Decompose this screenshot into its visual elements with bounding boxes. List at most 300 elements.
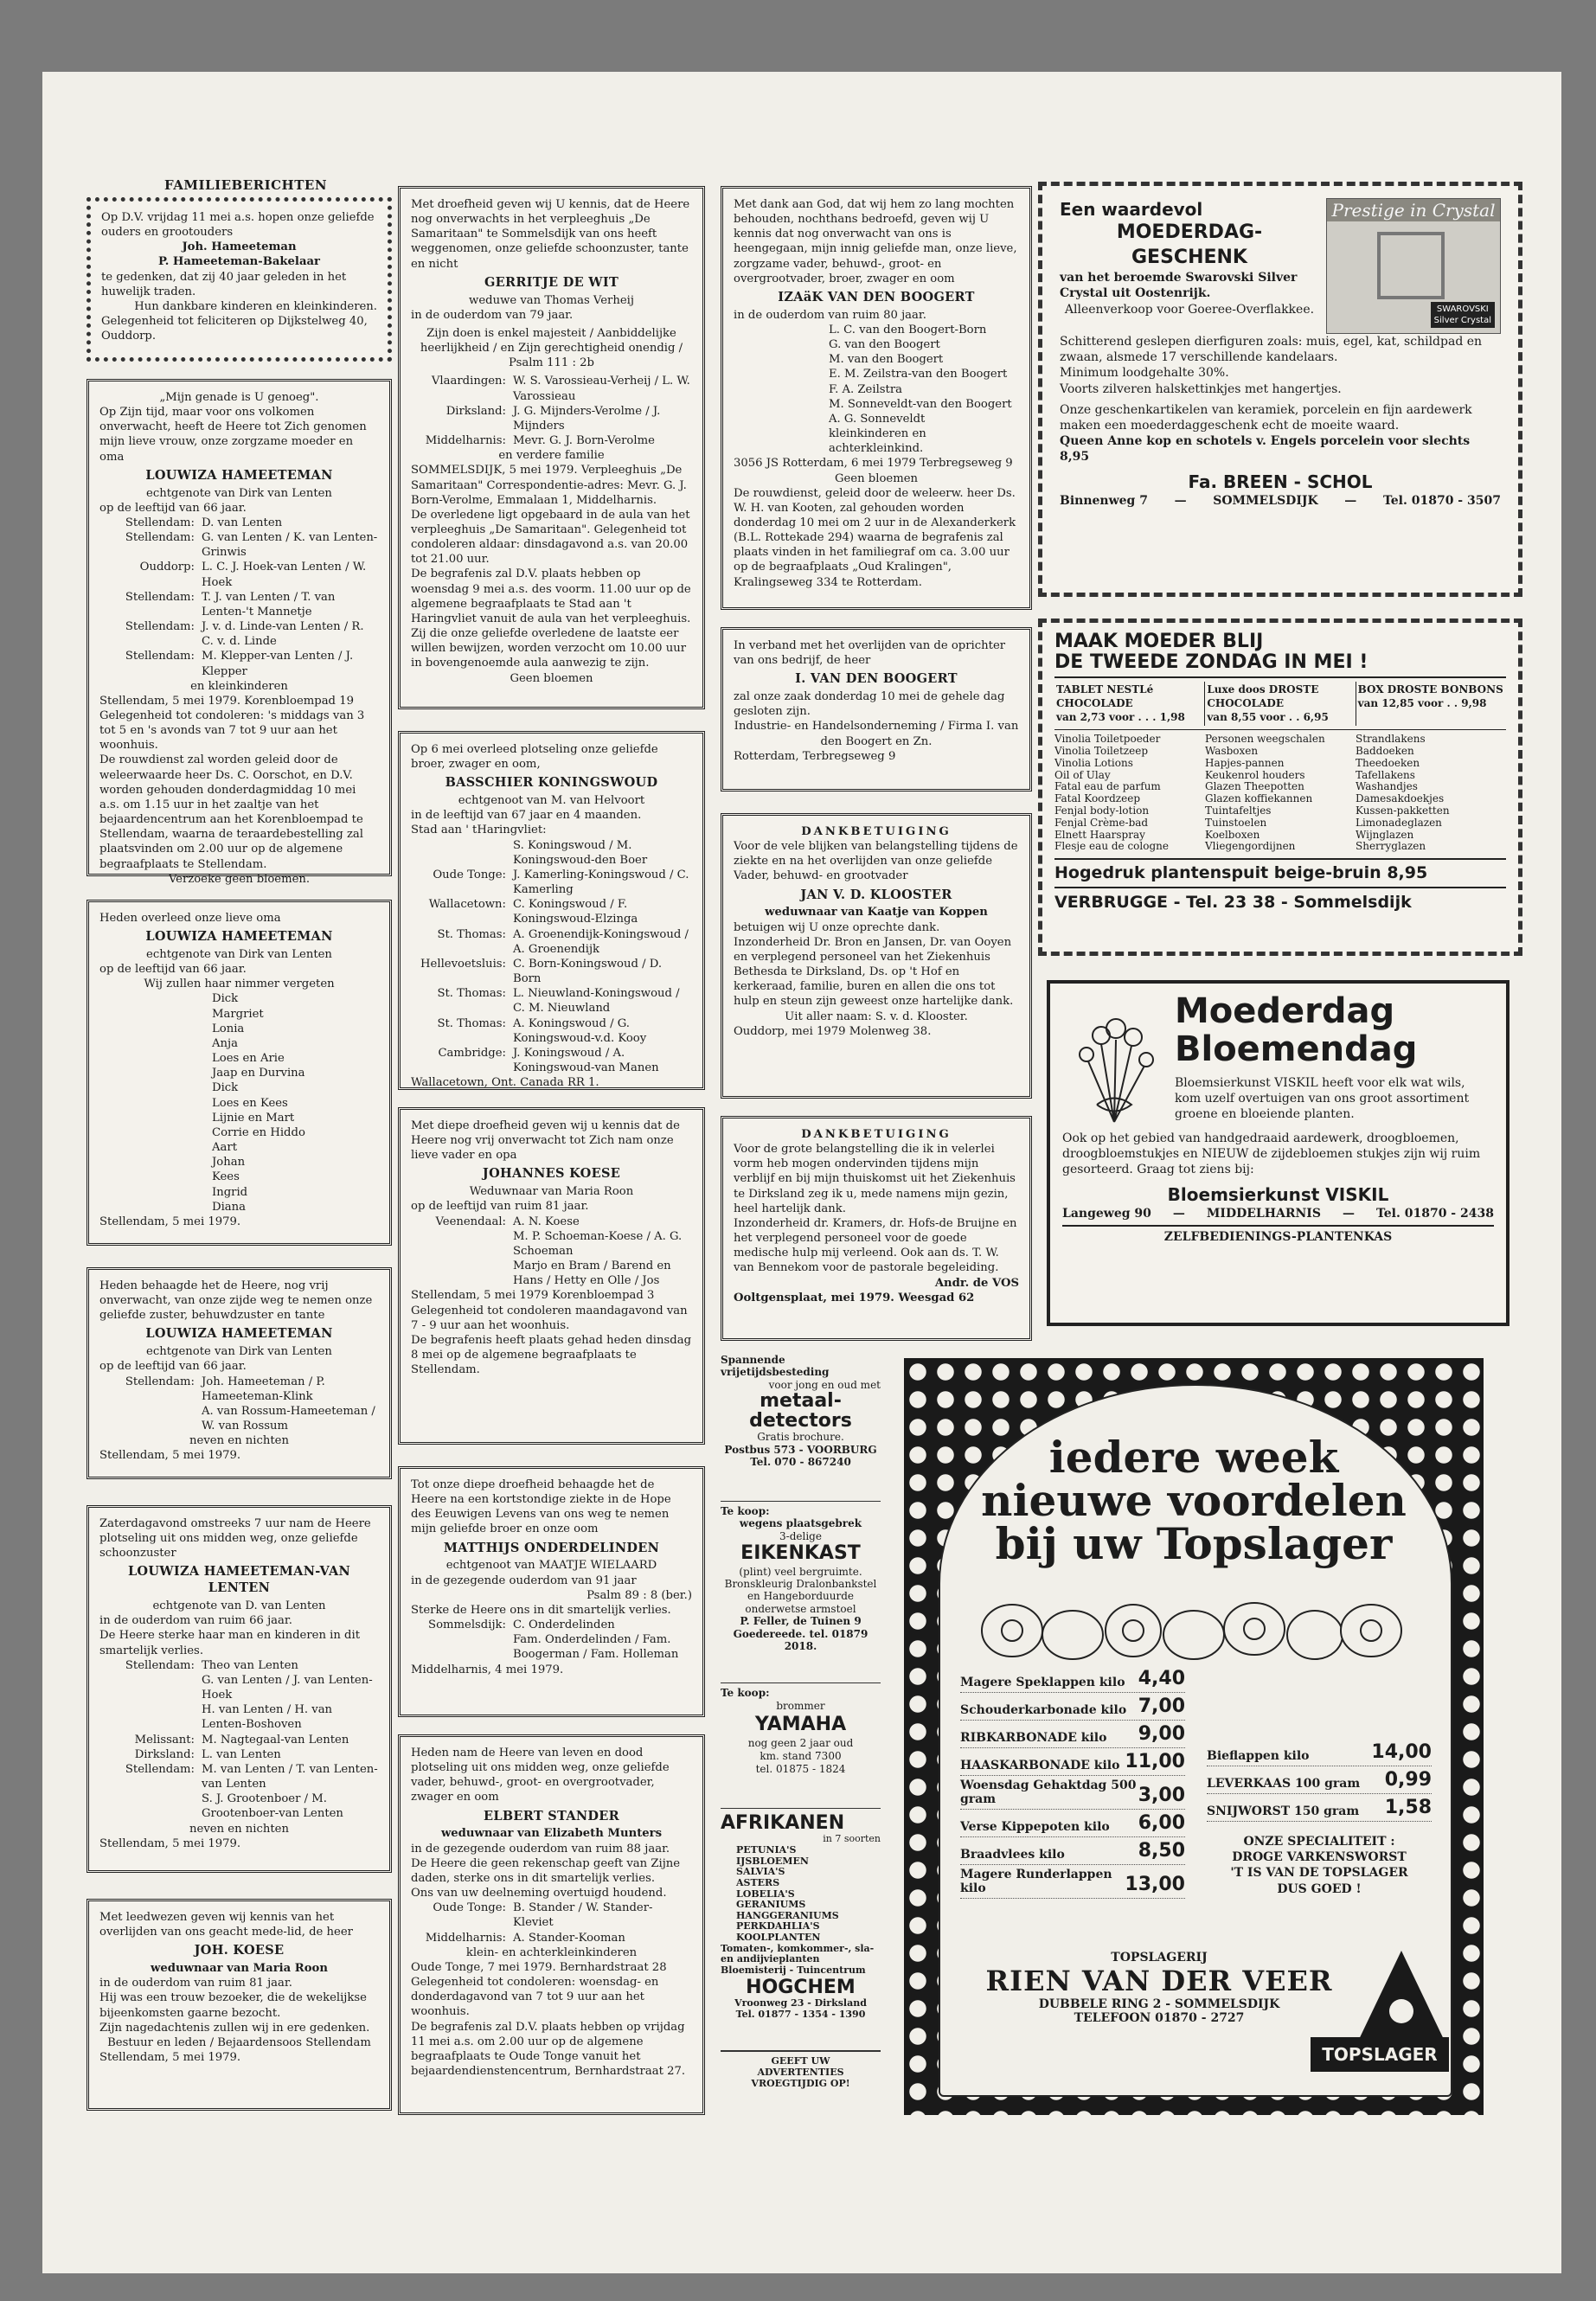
ad-text: Ook op het gebied van handgedraaid aardewerk, droogbloemen, droogbloemstukjes en NIEUW de zijdebloemen stukjes zijn wij ruim gesorteerd. Graag tot ziens bij: [1062,1131,1481,1177]
relative: en verdere familie [498,449,605,463]
notice-text: Op D.V. vrijdag 11 mei a.s. hopen onze geliefde ouders en grootouders [101,211,375,240]
ad-text: DROGE VARKENSWORST [1232,1850,1407,1865]
product-price: 14,00 [1371,1741,1432,1763]
ad-cupboard [721,1501,881,1674]
product-price: 4,40 [1138,1668,1185,1689]
notice-text: De Heere die geen rekenschap geeft van Zijne daden, sterke ons in dit smartelijk verlies. [411,1856,681,1885]
place-date: Stellendam, 5 mei 1979. [99,1836,241,1850]
list-item: Strandlakens [1356,733,1426,746]
shop-address [1062,1206,1494,1221]
quote: „Mijn genade is U genoeg". [159,391,319,404]
place: Stellendam: [125,620,195,634]
section-title: FAMILIEBERICHTEN [164,177,328,193]
relative: L. C. J. Hoek-van Lenten / W. Hoek [202,561,367,589]
product-price: 11,00 [1125,1751,1185,1772]
ad-hogchem [721,1808,881,2041]
age-line: in de ouderdom van ruim 81 jaar. [99,1977,292,1990]
place: Melissant: [134,1733,195,1747]
notice-text: Voor de vele blijken van belangstelling tijdens de ziekte en na het overlijden van onze geliefde Vader, behuwd- en grootvader [734,840,1018,883]
place: Middelharnis: [425,1931,506,1945]
spouse-line: echtgenote van D. van Lenten [152,1599,326,1613]
ad-text: ONZE SPECIALITEIT : [1243,1835,1395,1849]
separator: — [1342,1206,1355,1221]
age-line: in de ouderdom van ruim 80 jaar. [734,308,926,322]
relative: M. van Lenten / T. van Lenten-van Lenten [202,1762,378,1791]
product-name: Magere Runderlappen kilo [960,1868,1112,1895]
list-item: Glazen koffiekannen [1205,792,1313,805]
ad-text: DUS GOED ! [1277,1881,1362,1896]
logo-text: Prestige in Crystal [1327,199,1500,221]
brand: SWAROVSKI [1436,304,1489,314]
notice-text: Op 6 mei overleed plotseling onze geliefde broer, zwager en oom, [411,743,658,772]
age-line: op de leeftijd van ruim 81 jaar. [411,1200,589,1214]
notice-signature: Hun dankbare kinderen en kleinkinderen. [134,299,377,313]
place: Middelharnis: [425,434,506,448]
place: Stellendam: [125,516,195,529]
notice-signature: Andr. de VOS [934,1276,1019,1290]
price-row [1207,1766,1432,1794]
age-line: in de gezegende ouderdom van 91 jaar [411,1574,637,1587]
spouse-line: echtgenote van Dirk van Lenten [146,948,332,961]
relative: T. J. van Lenten / T. van Lenten-'t Mannetje [202,590,336,619]
list-item: Vinolia Toiletzeep [1054,744,1148,757]
relative: L. Nieuwland-Koningswoud / C. M. Nieuwland [513,987,680,1016]
list-item: Tuintafeltjes [1205,804,1272,817]
place-date: SOMMELSDIJK, 5 mei 1979. Verpleeghuis „De Samaritaan" Correspondentie-adres: Mevr. G. J. Born-Verolme, Emmalaan 1, Middelharnis. [411,464,687,507]
ad-text: P. Feller, de Tuinen 9 [740,1615,862,1628]
notice-text: De rouwdienst zal worden geleid door de weleerwaarde heer Ds. C. Oorschot, en D.V. worden gehouden donderdagmiddag 10 mei a.s. om 1.15 uur in het zaaltje van het bejaardencentrum aan het Korenbloempad te Stellendam, waarna de teraardebestelling zal plaatsvinden om 2.00 uur op de algemene begraafplaats te Stellendam. [99,753,363,871]
notice-text: De begrafenis zal D.V. plaats hebben op woensdag 9 mei a.s. des voorm. 11.00 uur op de algemene begraafplaats te Stad aan 't Haringvliet vanuit de aula van het verpleeghuis. Zij die onze geliefde overledene de laatste eer willen bewijzen, worden verzocht om 10.00 uur in bovengenoemde aula aanwezig te zijn. [411,567,691,670]
verse: Psalm 89 : 8 (ber.) [586,1588,692,1602]
death-notice-hameeteman-1 [87,379,392,886]
spouse-line: echtgenote van Dirk van Lenten [146,486,332,500]
relative: Joh. Hameeteman / P. Hameeteman-Klink [202,1375,325,1403]
place: St. Thomas: [437,1016,506,1030]
price-list-left [960,1665,1185,1899]
death-notice-hameeteman-3 [87,1267,392,1479]
death-notice-onderdelinden [398,1466,705,1717]
relative: A. Stander-Kooman [513,1931,625,1945]
ad-text: van het beroemde Swarovski Silver Crystal uit Oostenrijk. [1060,271,1298,301]
list-item: Vinolia Lotions [1054,756,1133,769]
list-item: M. van den Boogert [829,353,944,367]
offer-price: van 2,73 voor . . . 1,98 [1056,710,1185,723]
crystal-logo [1326,198,1501,334]
product-name: Bieflappen kilo [1207,1749,1310,1763]
ad-heading: nieuwe voordelen [981,1475,1407,1526]
relative: C. Koningswoud / F. Koningswoud-Elzinga [513,898,638,926]
list-item: Dick [212,992,239,1006]
relative: A. Groenendijk-Koningswoud / A. Groenendijk [513,927,689,956]
death-notice-koese-soos [87,1899,392,2111]
ad-text: wegens plaatsgebrek [739,1517,862,1530]
place: Stellendam: [125,1375,195,1388]
deceased-name: MATTHIJS ONDERDELINDEN [443,1540,660,1555]
list-item: Loes en Arie [212,1052,285,1066]
list-item: Washandjes [1356,780,1418,793]
shop-address [1060,493,1501,509]
ad-text: GEEFT UW [771,2055,830,2067]
place: Stellendam: [125,1658,195,1672]
relative: B. Stander / W. Stander-Kleviet [513,1901,653,1930]
relative: J. v. d. Linde-van Lenten / R. C. v. d. Linde [202,620,364,649]
product-price: 13,00 [1125,1874,1185,1895]
ad-heading: Bloemendag [1175,1029,1418,1069]
price-row [960,1693,1185,1721]
relative: klein- en achterkleinkinderen [465,1945,638,1959]
list-item: Oil of Ulay [1054,768,1111,781]
place: Dirksland: [134,1747,195,1761]
verse: Zijn doen is enkel majesteit / Aanbiddelijke heerlijkheid / en Zijn gerechtigheid onendig / Psalm 111 : 2b [420,326,683,370]
death-notice-van-den-boogert [721,186,1032,610]
offer-title: Luxe doos DROSTE CHOCOLADE [1207,683,1319,709]
relative: S. Koningswoud / M. Koningswoud-den Boer [513,838,648,867]
offer-title: TABLET NESTLé CHOCOLADE [1056,683,1154,709]
notice-text: Gelegenheid tot condoleren maandagavond van 7 - 9 uur aan het woonhuis. [411,1304,688,1332]
shop-phone: TELEFOON 01870 - 2727 [1074,2011,1245,2025]
ad-heading: Moederdag [1175,991,1395,1031]
ad-text: Onze geschenkartikelen van keramiek, porcelein en fijn aardewerk maken een moederdaggeschenk echt de moeite waard. [1060,402,1472,433]
place [99,1702,202,1732]
shop-block [969,1951,1349,2025]
product-name: Woensdag Gehaktdag 500 gram [960,1779,1137,1806]
ad-heading: YAMAHA [754,1714,847,1735]
product-price: 8,50 [1138,1840,1185,1862]
price-row [960,1721,1185,1748]
list-item: Personen weegschalen [1205,733,1325,746]
flower-bouquet-icon [1062,992,1166,1131]
relative: M. Nagtegaal-van Lenten [202,1733,349,1747]
product-price: 6,00 [1138,1812,1185,1834]
ad-crystal-gift [1038,182,1522,597]
ad-text: Spannende [721,1354,785,1366]
ad-heading: bij uw Topslager [995,1518,1393,1569]
ad-text: Alleenverkoop voor Goeree-Overflakkee. [1064,302,1315,317]
product-name: Magere Speklappen kilo [960,1676,1125,1689]
ad-footer: ZELFBEDIENINGS-PLANTENKAS [1062,1225,1494,1245]
ad-text: Minimum loodgehalte 30%. [1060,366,1229,381]
plant-item: PERKDAHLIA'S [736,1920,820,1932]
list-item: Margriet [212,1007,264,1021]
place-date: Stellendam, 5 mei 1979. [99,2051,241,2065]
topslager-badge: TOPSLAGER [1311,2037,1449,2072]
list-item: Sherryglazen [1356,840,1426,853]
notice-text: te gedenken, dat zij 40 jaar geleden in het huwelijk traden. [101,270,347,298]
separator: — [1174,493,1187,508]
age-line: in de ouderdom van 79 jaar. [411,308,574,322]
product-price: 1,58 [1384,1797,1432,1818]
place: Wallacetown: [428,898,506,912]
ad-heading: GESCHENK [1131,246,1247,268]
product-name: HAASKARBONADE kilo [960,1759,1120,1772]
price-row [960,1810,1185,1837]
plant-item: GERANIUMS [736,1899,806,1911]
notice-text: Heden nam de Heere van leven en dood plotseling uit ons midden weg, onze geliefde vader, behuwd-, groot- en overgrootvader, zwager en oom [411,1747,670,1804]
deceased-name: BASSCHIER KONINGSWOUD [445,775,658,791]
list-item: Johan [212,1156,246,1170]
relative: Marjo en Bram / Barend en Hans / Hetty en Olle / Jos [513,1259,671,1288]
notice-text: Geen bloemen [510,671,593,685]
list-item: Kees [212,1170,240,1184]
shop-address: DUBBELE RING 2 - SOMMELSDIJK [1038,1997,1280,2011]
price-list-right [1207,1739,1432,1897]
plant-item: HANGGERANIUMS [736,1909,839,1921]
deceased-name: LOUWIZA HAMEETEMAN [145,1326,333,1342]
notice-text: De begrafenis zal D.V. plaats hebben op vrijdag 11 mei a.s. om 2.00 uur op de algemene begraafplaats te Oude Tonge vanuit het bejaardendienstencentrum, Bernhardstraat 27. [411,2020,686,2078]
spouse-line: weduwnaar van Maria Roon [151,1962,328,1976]
place [99,1404,202,1433]
deceased-name: JOH. KOESE [194,1943,285,1958]
price-row [960,1665,1185,1693]
ad-text: vrijetijdsbesteding [721,1366,830,1379]
product-name: RIBKARBONADE kilo [960,1731,1107,1745]
spouse-line: weduwnaar van Kaatje van Koppen [765,906,988,920]
ad-text: Tomaten-, komkommer-, sla- en andijvieplanten [721,1942,875,1965]
chocolate-offers [1054,682,1506,726]
list-item: Wijnglazen [1356,828,1414,841]
ad-heading: HOGCHEM [746,1976,856,1998]
ad-text: Tel. 01877 - 1354 - 1390 [735,2008,866,2020]
address: Binnenweg 7 [1060,493,1148,508]
grandchildren-list [99,991,379,1214]
ad-text: (plint) veel bergruimte. [739,1565,862,1578]
list-item: Jaap en Durvina [212,1067,305,1080]
age-line: op de leeftijd van 66 jaar. [99,963,247,977]
list-item: Kussen-pakketten [1356,804,1450,817]
place-date: Ooltgensplaat, mei 1979. Weesgad 62 [734,1291,975,1304]
notice-text: De rouwdienst, geleid door de weleerw. heer Ds. W. H. van Kooten, zal gehouden worden donderdag 10 mei om 2 uur in de Alexanderkerk (B.L. Rottekade 294) waarna de begrafenis zal plaats vinden in het familiegraf om ca. 3.00 uur op de begraafplaats „Oud Kralingen", Kralingseweg 334 te Rotterdam. [734,486,1016,589]
notice-text: Gelegenheid tot condoleren: 's middags van 3 tot 5 en 's avonds van 7 tot 9 uur aan het woonhuis. [99,708,365,753]
crystal-icon [1377,232,1445,299]
notice-text: De begrafenis heeft plaats gehad heden dinsdag 8 mei op de algemene begraafplaats te Stellendam. [411,1333,692,1377]
place: Dirksland: [445,404,506,418]
place-date: Rotterdam, Terbregseweg 9 [734,749,896,763]
speciality [1207,1834,1432,1897]
place: Veenendaal: [435,1215,506,1228]
place [411,1259,513,1288]
place [411,838,513,868]
place-date: Stellendam, 5 mei 1979. [99,1215,241,1228]
list-item: Ingrid [212,1185,248,1199]
product-price: 0,99 [1384,1769,1432,1791]
list-item: G. van den Boogert [829,338,940,352]
shop-name: Fa. BREEN - SCHOL [1188,471,1373,492]
list-item: Tafellakens [1356,768,1415,781]
deceased-name: LOUWIZA HAMEETEMAN-VAN LENTEN [127,1564,351,1596]
list-item: Lijnie en Mart [212,1111,295,1125]
age-line: in de gezegende ouderdom van ruim 88 jaar. [411,1842,670,1856]
ad-heading: Hogedruk plantenspuit beige-bruin 8,95 [1054,858,1506,888]
thanks-notice-de-vos [721,1116,1032,1341]
place-date: Ouddorp, mei 1979 Molenweg 38. [734,1024,932,1038]
notice-text: Gelegenheid tot feliciteren op Dijkstelweg 40, Ouddorp. [101,315,368,343]
notice-text: Zijn nagedachtenis zullen wij in ere gedenken. [99,2021,370,2035]
place: Sommelsdijk: [428,1618,506,1632]
offer-price: van 8,55 voor . . 6,95 [1207,710,1329,723]
notice-text: Met leedwezen geven wij kennis van het overlijden van ons geacht mede-lid, de heer [99,1911,353,1939]
product-name: LEVERKAAS 100 gram [1207,1777,1361,1791]
product-list [1205,734,1356,853]
plant-item: PETUNIA'S [736,1843,797,1856]
ad-text: voor jong en oud met [768,1378,881,1391]
place-date: Wallacetown, Ont. Canada RR 1. [411,1076,599,1090]
anniversary-notice [87,197,392,362]
price-row [960,1865,1185,1899]
age-line: op de leeftijd van 66 jaar. [99,501,247,515]
list-item: A. G. Sonneveldt [829,412,926,426]
ad-verbrugge [1038,619,1522,956]
swarovski-badge [1431,302,1495,328]
couple-name: Joh. Hameeteman [182,240,297,254]
list-item: Aart [212,1141,237,1155]
notice-title: DANKBETUIGING [801,825,952,838]
list-item: Fatal Koordzeep [1054,792,1141,805]
ad-metal-detectors [721,1354,881,1479]
ad-heading: EIKENKAST [740,1542,861,1565]
couple-name: P. Hameeteman-Bakelaar [158,255,320,269]
notice-text: Geen bloemen [834,471,919,485]
notice-text: zal onze zaak donderdag 10 mei de gehele dag gesloten zijn. [734,690,1005,719]
list-item: Lonia [212,1022,245,1035]
ad-text: Gratis brochure. [757,1431,844,1444]
brand-sub: Silver Crystal [1433,316,1491,325]
place: St. Thomas: [437,927,506,941]
deceased-name: LOUWIZA HAMEETEMAN [145,929,333,945]
age-line: in de ouderdom van ruim 66 jaar. [99,1614,292,1628]
notice-text: Met droefheid geven wij U kennis, dat de Heere nog onverwachts in het verpleeghuis „De Samaritaan" te Sommelsdijk van ons heeft weggenomen, onze geliefde schoonzuster, tante en nicht [411,198,690,271]
meat-products-icon [977,1587,1410,1665]
relative: D. van Lenten [202,516,283,529]
place-date: Stellendam, 5 mei 1979 Korenbloempad 3 [411,1289,655,1303]
list-item: F. A. Zeilstra [829,382,903,396]
notice-text: De overledene ligt opgebaard in de aula van het verpleeghuis „De Samaritaan". Gelegenheid tot condoleren aldaar: dinsdagavond a.s. van 20.00 tot 21.00 uur. [411,508,690,567]
price-row [1207,1739,1432,1766]
product-lists [1054,729,1506,853]
list-item: E. M. Zeilstra-van den Boogert [829,368,1008,381]
deceased-name: JAN V. D. KLOOSTER [800,887,952,902]
ad-text: Bloemisterij - Tuincentrum [721,1964,866,1976]
ad-text: 3-delige [779,1529,822,1542]
list-item: Diana [212,1200,247,1214]
relative: en kleinkinderen [190,679,288,693]
list-item: Fatal eau de parfum [1054,780,1161,793]
notice-text: Sterke de Heere ons in dit smartelijk verlies. [411,1603,671,1617]
shop-name: RIEN VAN DER VEER [985,1965,1333,1997]
relative: neven en nichten [189,1434,289,1448]
ad-heading: MOEDERDAG- [1116,221,1263,243]
place: Oude Tonge: [433,1901,506,1915]
relative: M. Klepper-van Lenten / J. Klepper [202,650,354,678]
relative: J. Koningswoud / A. Koningswoud-van Manen [513,1046,659,1074]
product-list [1356,734,1506,853]
relative: G. van Lenten / K. van Lenten-Grinwis [202,531,378,560]
offer-price: van 12,85 voor . . 9,98 [1357,696,1487,709]
list-item: Theedoeken [1356,756,1420,769]
relative: Fam. Onderdelinden / Fam. Boogerman / Fam. Holleman [513,1633,679,1662]
product-name: Schouderkarbonade kilo [960,1703,1127,1717]
ad-text: Queen Anne kop en schotels v. Engels porcelein voor slechts 8,95 [1060,434,1471,465]
place: St. Thomas: [437,987,506,1001]
phone: Tel. 01870 - 2438 [1375,1206,1494,1221]
notice-text: Hij was een trouw bezoeker, die de wekelijkse bijeenkomsten gaarne bezocht. [99,1991,367,2020]
ad-heading: Een waardevol [1060,199,1203,220]
list-item: Keukenrol houders [1205,768,1305,781]
ad-heading: metaal- [760,1390,842,1413]
notice-text: Inzonderheid Dr. Bron en Jansen, Dr. van Ooyen en verplegend personeel van het Ziekenhuis Bethesda te Dirksland, Ds. op 't Hof en kerkeraad, familie, buren en allen die ons tot hulp en steun zijn geweest onze hartelijke dank. [734,935,1014,1009]
thanks-notice-klooster [721,813,1032,1099]
place: Ouddorp: [139,561,195,574]
ad-text: nog geen 2 jaar oud [747,1736,854,1749]
deceased-name: I. VAN DEN BOOGERT [795,671,958,687]
deceased-name: JOHANNES KOESE [482,1166,621,1182]
deceased-name: IZAäK VAN DEN BOOGERT [778,289,975,304]
product-list [1054,734,1205,853]
notice-text: Inzonderheid dr. Kramers, dr. Hofs-de Bruijne en het verplegend personeel voor de goede medische hulp mij verleend. Ook aan ds. T. W. van Bennekom voor de pastorale begeleiding. [734,1216,1017,1275]
spouse-line: weduwnaar van Elizabeth Munters [440,1827,663,1841]
list-item: Baddoeken [1356,744,1414,757]
place [99,1673,202,1702]
list-item: Flesje eau de cologne [1054,840,1169,853]
spouse-line: echtgenoot van M. van Helvoort [458,794,645,808]
death-notice-koningswoud [398,731,705,1090]
place: Stellendam: [125,1762,195,1776]
plant-item: KOOLPLANTEN [736,1932,821,1944]
ad-text: Te koop: [721,1687,770,1699]
place-date: Middelharnis, 4 mei 1979. [411,1663,564,1676]
spouse-line: weduwe van Thomas Verheij [469,293,634,307]
list-item: Corrie en Hiddo [212,1125,305,1139]
product-price: 3,00 [1138,1785,1185,1806]
price-row [1207,1794,1432,1822]
place-date: 3056 JS Rotterdam, 6 mei 1979 Terbregseweg 9 [734,457,1013,471]
ad-text: Tel. 070 - 867240 [750,1456,851,1469]
separator: — [1344,493,1357,508]
notice-text: Tot onze diepe droefheid behaagde het de Heere na een kortstondige ziekte in de Hope des Eeuwigen Levens van ons weg te nemen mijn geliefde broer en onze oom [411,1478,671,1536]
place: Hellevoetsluis: [420,957,506,971]
product-name: SNIJWORST 150 gram [1207,1804,1360,1818]
place: Stad aan ' tHaringvliet: [411,824,547,837]
list-item: Limonadeglazen [1356,816,1442,829]
ad-heading: detectors [749,1410,852,1433]
ad-heading: MAAK MOEDER BLIJ [1054,631,1264,652]
relative: A. N. Koese [513,1215,580,1228]
price-row [960,1748,1185,1776]
place: Stellendam: [125,531,195,545]
spouse-line: echtgenote van Dirk van Lenten [146,1345,332,1359]
ad-heading: DE TWEEDE ZONDAG IN MEI ! [1054,652,1506,678]
ad-heading: AFRIKANEN [721,1812,845,1834]
ad-text: in 7 soorten [823,1833,881,1845]
list-item: Vliegengordijnen [1205,840,1296,853]
plant-item: LOBELIA'S [736,1888,795,1900]
notice-text: Heden overleed onze lieve oma [99,912,281,925]
ad-text: Bronskleurig Dralonbankstel en Hangeborduurde onderwetse armstoel [724,1577,877,1615]
ad-heading: iedere week [1048,1432,1339,1483]
place [99,1791,202,1821]
relative: J. Kamerling-Koningswoud / C. Kamerling [513,868,689,897]
ad-yamaha [721,1682,881,1804]
death-notice-stander [398,1734,705,2115]
ad-footer: VERBRUGGE - Tel. 23 38 - Sommelsdijk [1054,892,1412,912]
death-notice-johannes-koese [398,1107,705,1445]
list-item: kleinkinderen en [829,427,926,441]
list-item: Koelboxen [1205,828,1260,841]
list-item: achterkleinkind. [829,442,924,456]
notice-signature: Bestuur en leden / Bejaardensoos Stellendam [107,2035,371,2049]
relative: neven en nichten [189,1822,289,1836]
ad-text: km. stand 7300 [760,1749,842,1762]
topslager-headline [952,1432,1436,1569]
